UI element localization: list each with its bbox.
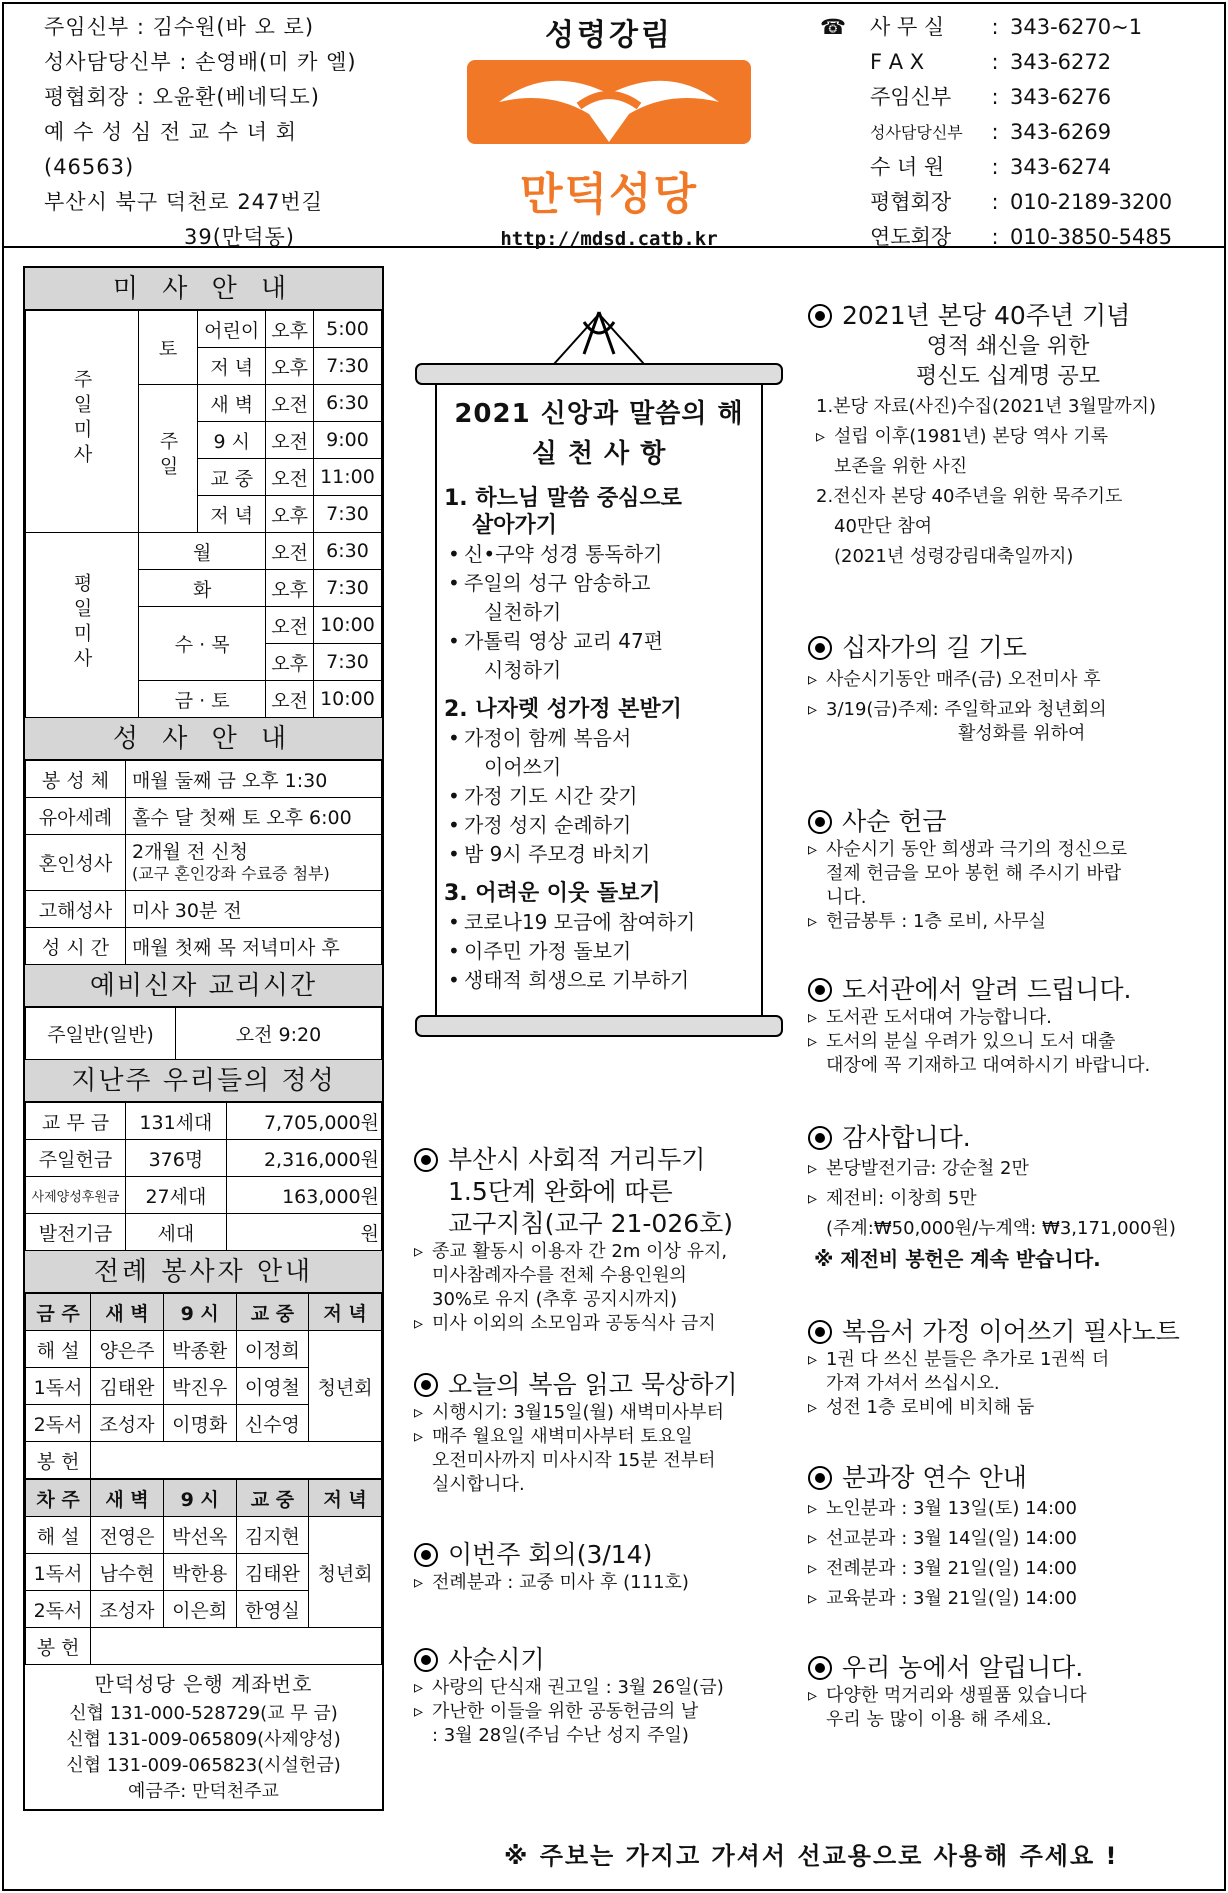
notice-line: ▹ 노인분과 : 3월 13일(토) 14:00: [808, 1494, 1208, 1524]
notice-line: 오전미사까지 미사시작 15분 전부터: [432, 1450, 716, 1471]
practice-heading: 살아가기: [472, 513, 558, 538]
sacraments-table: [25, 760, 382, 965]
volunteer: 김태완: [91, 1368, 164, 1405]
mass-ampm: 오전: [266, 385, 314, 422]
contact-number: 343-6274: [1010, 155, 1112, 179]
parish-logo: [459, 10, 759, 250]
left-column: [23, 266, 384, 1811]
mass-day: 금 · 토: [139, 681, 266, 718]
notice-line: (주계:₩50,000원/누계액: ₩3,171,000원): [826, 1218, 1176, 1239]
volunteer: 이명화: [163, 1405, 236, 1442]
scroll-subtitle: 실 천 사 항: [531, 439, 667, 469]
notice-title: 이번주 회의(3/14): [448, 1540, 653, 1569]
catechism-time: 오전 9:20: [176, 1008, 382, 1060]
bank-account: 신협 131-009-065809(사제양성): [66, 1729, 341, 1750]
sacrament-time: 매월 둘째 금 오후 1:30: [126, 761, 382, 798]
mass-time: 7:30: [313, 644, 381, 681]
practice-item: • 가정 기도 시간 갖기: [434, 782, 764, 811]
mass-name: 교 중: [198, 459, 266, 496]
volunteer: 조성자: [91, 1591, 164, 1628]
notice-line: ▹ 성전 1층 로비에 비치해 둠: [808, 1396, 1208, 1420]
info-line: 부산시 북구 덕천로 247번길: [44, 190, 323, 214]
offering-type: 교 무 금: [26, 1103, 126, 1140]
volunteer: 이은희: [163, 1591, 236, 1628]
offering-type: 발전기금: [26, 1214, 126, 1251]
notice-line: (2021년 성령강림대축일까지): [834, 546, 1074, 567]
notice-line: 가져 가셔서 쓰십시오.: [826, 1373, 1000, 1394]
mass-ampm: 오전: [266, 607, 314, 644]
scroll-content: [434, 394, 764, 995]
contact-number: 343-6269: [1010, 120, 1112, 144]
notice-thanks: [808, 1122, 1208, 1274]
mass-ampm: 오후: [266, 496, 314, 533]
bullet-circle-icon: [808, 978, 832, 1002]
mass-ampm: 오전: [266, 459, 314, 496]
notice-line: ▹ 종교 활동시 이용자 간 2m 이상 유지,: [414, 1240, 794, 1264]
notice-line: ▹ 1권 다 쓰신 분들은 추가로 1권씩 더: [808, 1348, 1208, 1372]
info-line: 예 수 성 심 전 교 수 녀 회: [44, 120, 297, 144]
mass-name: 9 시: [198, 422, 266, 459]
notice-subtitle: 평신도 십계명 공모: [915, 364, 1100, 389]
liturgy-head: 교 중: [236, 1294, 309, 1331]
youth-group: 청년회: [309, 1331, 382, 1442]
liturgy-head: 저 녁: [309, 1480, 382, 1517]
info-line: (46563): [44, 155, 135, 179]
contact-number: 343-6272: [1010, 50, 1112, 74]
practice-heading: 1. 하느님 말씀 중심으로: [444, 486, 682, 511]
volunteer: 김태완: [236, 1554, 309, 1591]
practice-item: 이어쓰기: [484, 755, 562, 779]
notice-line: ▹ 설립 이후(1981년) 본당 역사 기록: [816, 422, 1208, 452]
volunteer: 김지현: [236, 1517, 309, 1554]
mass-name: 저 녁: [198, 496, 266, 533]
bullet-circle-icon: [414, 1648, 438, 1672]
bullet-circle-icon: [414, 1543, 438, 1567]
mass-time: 7:30: [313, 496, 381, 533]
mass-time: 6:30: [313, 385, 381, 422]
notice-line: ▹ 사순시기 동안 희생과 극기의 정신으로: [808, 838, 1208, 862]
notice-line: ▹ 전례분과 : 3월 21일(일) 14:00: [808, 1554, 1208, 1584]
offering-type: 사제양성후원금: [26, 1177, 126, 1214]
contact-label: 주임신부: [870, 85, 952, 109]
notice-line: 보존을 위한 사진: [834, 456, 968, 477]
liturgy-head: 저 녁: [309, 1294, 382, 1331]
header-left-info: [44, 10, 357, 255]
mass-time: 7:30: [313, 348, 381, 385]
offering-amount: 2,316,000원: [226, 1140, 381, 1177]
offering-amount: 7,705,000원: [226, 1103, 381, 1140]
mass-time: 11:00: [313, 459, 381, 496]
offerings-title: 지난주 우리들의 정성: [25, 1060, 382, 1102]
mass-ampm: 오후: [266, 570, 314, 607]
notice-title: 분과장 연수 안내: [842, 1463, 1027, 1492]
contact-label: 사 무 실: [870, 15, 945, 39]
volunteer: 이영철: [236, 1368, 309, 1405]
offering-count: 376명: [126, 1140, 227, 1177]
mass-day: 화: [139, 570, 266, 607]
notice-line: 활성화를 위하여: [958, 723, 1086, 744]
liturgy-table-next-week: [25, 1479, 382, 1665]
practice-item: • 주일의 성구 암송하고: [434, 569, 764, 598]
mass-time: 10:00: [313, 681, 381, 718]
info-line: 성사담당신부 : 손영배(미 카 엘): [44, 50, 357, 74]
notice-line: ▹ 헌금봉투 : 1층 로비, 사무실: [808, 910, 1208, 934]
sacrament-name: 고해성사: [26, 891, 126, 928]
notice-line: ▹ 제전비: 이창희 5만: [808, 1184, 1208, 1214]
volunteer: 신수영: [236, 1405, 309, 1442]
notice-title: 2021년 본당 40주년 기념: [842, 301, 1131, 330]
notice-title: 우리 농에서 알립니다.: [842, 1653, 1084, 1682]
mass-name: 어린이: [198, 311, 266, 348]
notice-line: 30%로 유지 (추후 공지시까지): [432, 1289, 678, 1310]
notice-line: 1.본당 자료(사진)수집(2021년 3월말까지): [816, 396, 1157, 417]
mass-table: [25, 310, 382, 718]
notice-subtitle: 영적 쇄신을 위한: [926, 334, 1090, 359]
role: 해 설: [26, 1331, 91, 1368]
role: 1독서: [26, 1368, 91, 1405]
offering-count: 131세대: [126, 1103, 227, 1140]
practice-item: • 코로나19 모금에 참여하기: [434, 908, 764, 937]
notice-line: 40만단 참여: [834, 516, 933, 537]
notice-stations-of-cross: [808, 632, 1208, 746]
notice-line: ▹ 시행시기: 3월15일(월) 새벽미사부터: [414, 1401, 794, 1425]
bullet-circle-icon: [414, 1148, 438, 1172]
role: 봉 헌: [26, 1442, 91, 1479]
practice-heading: 3. 어려운 이웃 돌보기: [444, 881, 661, 906]
liturgy-head: 교 중: [236, 1480, 309, 1517]
volunteer: 박진우: [163, 1368, 236, 1405]
notice-line: ▹ 다양한 먹거리와 생필품 있습니다: [808, 1684, 1208, 1708]
notice-training: [808, 1462, 1208, 1614]
logo-title: 성령강림: [545, 18, 673, 53]
mass-schedule-title: 미 사 안 내: [25, 268, 382, 310]
notice-line: ※ 제전비 봉헌은 계속 받습니다.: [814, 1247, 1101, 1271]
notice-line: ▹ 도서관 도서대여 가능합니다.: [808, 1006, 1208, 1030]
liturgy-head: 새 벽: [91, 1480, 164, 1517]
volunteer: 이정희: [236, 1331, 309, 1368]
notice-line: ▹ 사랑의 단식재 권고일 : 3월 26일(금): [414, 1676, 794, 1700]
notice-meeting: [414, 1539, 794, 1595]
volunteer: 전영은: [91, 1517, 164, 1554]
notice-line: 실시합니다.: [432, 1474, 525, 1495]
bullet-circle-icon: [808, 1126, 832, 1150]
catechism-table: [25, 1007, 382, 1060]
mass-name: 새 벽: [198, 385, 266, 422]
mass-ampm: 오전: [266, 422, 314, 459]
role: 해 설: [26, 1517, 91, 1554]
notice-line: 우리 농 많이 이용 해 주세요.: [826, 1709, 1052, 1730]
info-line: 39(만덕동): [184, 225, 295, 249]
bullet-circle-icon: [808, 1320, 832, 1344]
catechism-title: 예비신자 교리시간: [25, 965, 382, 1007]
notice-title: 사순시기: [448, 1645, 545, 1674]
weekday-mass-label: 평일미사: [26, 533, 139, 718]
bullet-circle-icon: [808, 636, 832, 660]
mass-time: 10:00: [313, 607, 381, 644]
sunday-mass-label: 주일미사: [26, 311, 139, 533]
offering-type: 주일헌금: [26, 1140, 126, 1177]
volunteer: 박종환: [163, 1331, 236, 1368]
notice-title: 감사합니다.: [842, 1123, 971, 1152]
contact-label: F A X: [870, 50, 925, 74]
notice-line: ▹ 교육분과 : 3월 21일(일) 14:00: [808, 1584, 1208, 1614]
notice-farm: [808, 1652, 1208, 1732]
mass-ampm: 오전: [266, 681, 314, 718]
offerings-table: [25, 1102, 382, 1251]
mass-ampm: 오후: [266, 348, 314, 385]
notice-library: [808, 974, 1208, 1078]
bank-accounts: [25, 1665, 382, 1809]
notice-title: 사순 헌금: [842, 807, 947, 836]
practice-item: • 이주민 가정 돌보기: [434, 937, 764, 966]
sacraments-title: 성 사 안 내: [25, 718, 382, 760]
contact-number: 343-6270~1: [1010, 15, 1143, 39]
logo-parish-name: 만덕성당: [519, 169, 698, 220]
notice-line: 니다.: [826, 887, 867, 908]
mass-ampm: 오전: [266, 533, 314, 570]
footer-note: ※ 주보는 가지고 가셔서 선교용으로 사용해 주세요 !: [504, 1842, 1119, 1870]
practice-item: • 가정 성지 순례하기: [434, 811, 764, 840]
info-line: 평협회장 : 오윤환(베네딕도): [44, 85, 320, 109]
volunteer: 조성자: [91, 1405, 164, 1442]
mass-time: 7:30: [313, 570, 381, 607]
phone-icon: ☎: [820, 15, 847, 39]
sacrament-name: 봉 성 체: [26, 761, 126, 798]
mass-day: 월: [139, 533, 266, 570]
notice-title: 십자가의 길 기도: [842, 633, 1027, 662]
role: 2독서: [26, 1405, 91, 1442]
notice-gospel-copy: [808, 1316, 1208, 1420]
sacrament-time: 2개월 전 신청: [132, 840, 248, 863]
offering-count: 세대: [126, 1214, 227, 1251]
volunteer: 박선옥: [163, 1517, 236, 1554]
youth-group: 청년회: [309, 1517, 382, 1628]
practice-item: • 생태적 희생으로 기부하기: [434, 966, 764, 995]
info-line: 주임신부 : 김수원(바 오 로): [44, 15, 315, 39]
role: 봉 헌: [26, 1628, 91, 1665]
liturgy-table-this-week: [25, 1293, 382, 1479]
notice-title: 복음서 가정 이어쓰기 필사노트: [842, 1317, 1180, 1346]
role: 2독서: [26, 1591, 91, 1628]
bullet-circle-icon: [808, 810, 832, 834]
bullet-circle-icon: [808, 1466, 832, 1490]
scroll-banner: [414, 304, 784, 1074]
mass-time: 5:00: [313, 311, 381, 348]
contact-number: 010-2189-3200: [1010, 190, 1173, 214]
parish-url-link[interactable]: http://mdsd.catb.kr: [500, 228, 718, 250]
mass-name: 저 녁: [198, 348, 266, 385]
notice-line: 절제 헌금을 모아 봉헌 해 주시기 바랍: [826, 863, 1122, 884]
offering-amount: 163,000원: [226, 1177, 381, 1214]
header: [4, 4, 1224, 248]
bulletin-page: [2, 2, 1226, 1891]
mass-day: 수 · 목: [139, 607, 266, 681]
notice-line: 대장에 꼭 기재하고 대여하시기 바랍니다.: [826, 1055, 1151, 1076]
offering-amount: 원: [226, 1214, 381, 1251]
sun-label: 주일: [139, 385, 198, 533]
notice-line: ▹ 도서의 분실 우려가 있으니 도서 대출: [808, 1030, 1208, 1054]
sacrament-name: 유아세례: [26, 798, 126, 835]
practice-item: • 신•구약 성경 통독하기: [434, 540, 764, 569]
sacrament-note: (교구 혼인강좌 수료증 첨부): [132, 863, 330, 883]
bullet-circle-icon: [808, 304, 832, 328]
volunteer: 박한용: [163, 1554, 236, 1591]
offering-count: 27세대: [126, 1177, 227, 1214]
role: 1독서: [26, 1554, 91, 1591]
liturgy-head: 차 주: [26, 1480, 91, 1517]
volunteer: 한영실: [236, 1591, 309, 1628]
contact-number: 343-6276: [1010, 85, 1112, 109]
contact-number: 010-3850-5485: [1010, 225, 1173, 249]
bullet-circle-icon: [414, 1373, 438, 1397]
sacrament-name: 혼인성사: [26, 835, 126, 891]
notice-line: : 3월 28일(주님 수난 성지 주일): [432, 1725, 689, 1746]
mass-time: 6:30: [313, 533, 381, 570]
notice-title: 오늘의 복음 읽고 묵상하기: [448, 1370, 738, 1399]
practice-item: 실천하기: [484, 600, 562, 624]
notice-line: ▹ 3/19(금)주제: 주일학교와 청년회의: [808, 698, 1208, 722]
bank-holder: 예금주: 만덕천주교: [128, 1781, 279, 1802]
practice-item: 시청하기: [484, 658, 562, 682]
notice-title: 1.5단계 완화에 따른: [448, 1177, 673, 1206]
notice-distancing: [414, 1144, 794, 1336]
liturgy-head: 9 시: [163, 1294, 236, 1331]
practice-item: • 가톨릭 영상 교리 47편: [434, 627, 764, 656]
notice-line: ▹ 매주 월요일 새벽미사부터 토요일: [414, 1425, 794, 1449]
liturgy-head: 9 시: [163, 1480, 236, 1517]
sacrament-time: 매월 첫째 목 저녁미사 후: [126, 928, 382, 965]
notice-line: ▹ 사순시기동안 매주(금) 오전미사 후: [808, 668, 1208, 692]
contact-label: 성사담당신부: [870, 123, 963, 142]
liturgy-head: 새 벽: [91, 1294, 164, 1331]
practice-item: • 밤 9시 주모경 바치기: [434, 840, 764, 869]
contact-list: ☎ 사 무 실 : 343-6270~1 F A X : 343-6272 주임신부 : 343-6276 성사담당신부 : 343-6269 수 녀 원 : 343-6274 평협회장 : 010-2189-3200 연도회장 : 010-3850-5485: [820, 10, 1172, 255]
contact-label: 평협회장: [870, 190, 952, 214]
bank-account: 신협 131-009-065823(시설헌금): [66, 1755, 341, 1776]
sacrament-time: 미사 30분 전: [126, 891, 382, 928]
notice-gospel: [414, 1369, 794, 1497]
notice-40th-anniversary: [808, 300, 1208, 572]
contact-label: 수 녀 원: [870, 155, 945, 179]
notice-lent-offering: [808, 806, 1208, 934]
practice-item: • 가정이 함께 복음서: [434, 724, 764, 753]
volunteer: 양은주: [91, 1331, 164, 1368]
liturgy-title: 전례 봉사자 안내: [25, 1251, 382, 1293]
contact-label: 연도회장: [870, 225, 952, 249]
notice-line: 2.전신자 본당 40주년을 위한 묵주기도: [816, 486, 1123, 507]
practice-heading: 2. 나자렛 성가정 본받기: [444, 697, 682, 722]
sacrament-name: 성 시 간: [26, 928, 126, 965]
notice-line: ▹ 전례분과 : 교중 미사 후 (111호): [414, 1571, 794, 1595]
notice-title: 부산시 사회적 거리두기: [448, 1145, 706, 1174]
mass-time: 9:00: [313, 422, 381, 459]
notice-line: ▹ 본당발전기금: 강순철 2만: [808, 1154, 1208, 1184]
sacrament-time: 홀수 달 첫째 토 오후 6:00: [126, 798, 382, 835]
notice-title: 도서관에서 알려 드립니다.: [842, 975, 1132, 1004]
notice-line: ▹ 선교분과 : 3월 14일(일) 14:00: [808, 1524, 1208, 1554]
mass-ampm: 오후: [266, 644, 314, 681]
mass-ampm: 오후: [266, 311, 314, 348]
notice-title: 교구지침(교구 21-026호): [448, 1209, 734, 1238]
bullet-circle-icon: [808, 1656, 832, 1680]
sat-label: 토: [139, 311, 198, 385]
bank-account: 신협 131-000-528729(교 무 금): [69, 1703, 338, 1724]
notice-line: ▹ 가난한 이들을 위한 공동헌금의 날: [414, 1700, 794, 1724]
scroll-title: 2021 신앙과 말씀의 해: [454, 399, 744, 429]
liturgy-head: 금 주: [26, 1294, 91, 1331]
volunteer: 남수현: [91, 1554, 164, 1591]
bank-title: 만덕성당 은행 계좌번호: [94, 1672, 313, 1696]
notice-line: ▹ 미사 이외의 소모임과 공동식사 금지: [414, 1312, 794, 1336]
catechism-class: 주일반(일반): [26, 1008, 176, 1060]
dove-logo-icon: [459, 54, 759, 150]
notice-lent: [414, 1644, 794, 1748]
notice-line: 미사참례자수를 전체 수용인원의: [432, 1265, 687, 1286]
